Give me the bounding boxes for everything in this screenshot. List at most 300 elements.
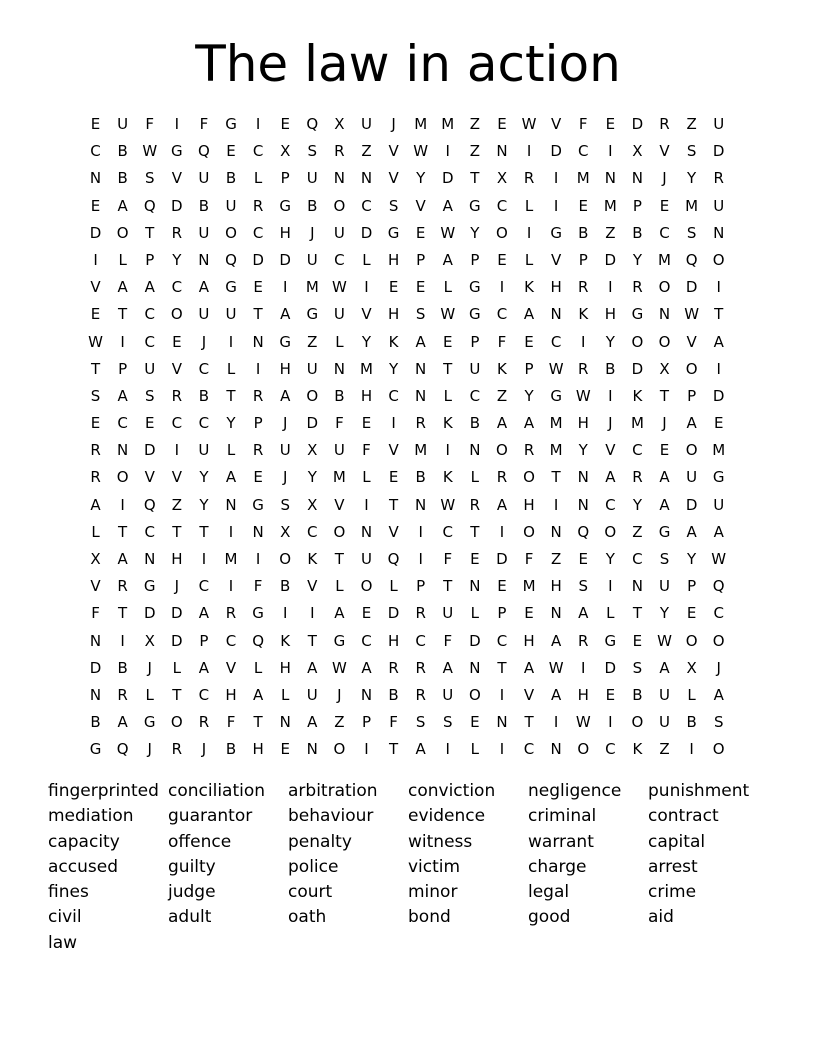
grid-letter: V (551, 115, 562, 133)
grid-letter: C (442, 522, 453, 541)
grid-letter: E (470, 713, 480, 732)
grid-letter: O (523, 468, 535, 487)
grid-letter: Y (578, 441, 588, 460)
grid-letter: E (713, 414, 724, 433)
grid-letter: Y (199, 468, 209, 487)
grid-letter: T (632, 604, 642, 623)
grid-letter: F (389, 713, 398, 732)
grid-letter: C (632, 441, 643, 460)
grid-letter: O (333, 196, 346, 215)
word-list-item: civil (48, 907, 82, 928)
grid-letter: V (307, 577, 318, 596)
grid-letter: C (605, 740, 616, 759)
grid-letter: D (171, 196, 183, 215)
grid-row (82, 546, 732, 573)
word-list-item: crime (648, 882, 697, 903)
grid-row (82, 628, 732, 655)
grid-letter: K (307, 550, 318, 568)
grid-letter: H (387, 631, 400, 650)
grid-letter: H (387, 305, 400, 324)
grid-letter: U (442, 685, 454, 704)
grid-letter: A (686, 414, 697, 433)
grid-letter: H (171, 550, 183, 568)
grid-letter: Z (659, 740, 670, 759)
grid-letter: P (145, 250, 155, 269)
grid-letter: U (360, 550, 372, 568)
grid-letter: C (144, 332, 155, 351)
grid-row (82, 655, 732, 682)
grid-letter: D (712, 142, 725, 161)
word-list-item: guilty (168, 856, 216, 877)
grid-letter: I (553, 713, 559, 732)
grid-letter: U (360, 115, 372, 133)
grid-letter: C (90, 142, 101, 161)
grid-letter: A (117, 550, 128, 568)
grid-letter: Q (577, 522, 590, 541)
grid-letter: A (117, 278, 128, 297)
grid-letter: L (91, 522, 100, 541)
grid-letter: S (578, 577, 588, 596)
grid-row (82, 464, 732, 491)
grid-letter: D (604, 658, 617, 677)
grid-letter: N (89, 685, 102, 704)
grid-letter: D (631, 359, 644, 378)
grid-letter: M (603, 196, 617, 215)
grid-letter: N (550, 305, 562, 324)
grid-letter: C (198, 577, 210, 596)
grid-letter: I (391, 414, 396, 433)
grid-letter: G (306, 305, 319, 324)
grid-letter: V (171, 359, 182, 378)
grid-letter: N (306, 740, 318, 759)
grid-letter: L (253, 658, 263, 677)
grid-letter: F (145, 115, 155, 133)
grid-letter: U (713, 115, 725, 133)
grid-letter: N (360, 685, 373, 704)
grid-letter: E (605, 685, 616, 704)
word-list-item: offence (168, 831, 232, 852)
grid-letter: C (496, 196, 508, 215)
grid-letter: R (523, 169, 535, 188)
grid-letter: N (252, 332, 264, 351)
grid-letter: T (334, 550, 344, 568)
grid-letter: Y (416, 169, 426, 188)
grid-letter: W (331, 658, 347, 677)
grid-letter: A (713, 685, 724, 704)
grid-letter: A (252, 685, 264, 704)
grid-letter: C (198, 414, 210, 433)
grid-letter: M (712, 441, 726, 460)
grid-letter: J (391, 115, 396, 133)
word-list-item: arbitration (288, 781, 378, 801)
grid-letter: I (553, 196, 559, 215)
grid-row (82, 573, 732, 600)
grid-letter: G (89, 740, 102, 759)
grid-letter: R (334, 142, 345, 161)
grid-letter: O (306, 386, 319, 405)
grid-letter: X (144, 631, 155, 650)
grid-letter: K (442, 468, 453, 487)
grid-letter: X (686, 658, 697, 677)
grid-letter: C (469, 386, 481, 405)
grid-letter: Q (685, 250, 698, 269)
grid-letter: M (360, 359, 373, 378)
grid-letter: T (253, 713, 263, 732)
grid-row (82, 247, 732, 274)
grid-letter: T (253, 305, 263, 324)
grid-letter: I (716, 359, 721, 378)
grid-letter: E (90, 196, 101, 215)
grid-letter: H (550, 278, 562, 297)
grid-letter: U (279, 441, 291, 460)
grid-letter: T (199, 522, 209, 541)
grid-letter: V (225, 658, 237, 677)
grid-letter: O (468, 685, 481, 704)
grid-letter: V (90, 278, 101, 297)
grid-letter: U (117, 115, 129, 133)
grid-letter: G (550, 386, 562, 405)
grid-letter: N (333, 169, 345, 188)
grid-letter: I (608, 278, 613, 297)
grid-letter: C (496, 631, 508, 650)
word-list-item: aid (648, 907, 674, 928)
grid-letter: P (361, 713, 371, 732)
grid-letter: I (526, 142, 532, 161)
grid-letter: L (226, 441, 236, 460)
word-list-item: penalty (288, 831, 352, 852)
grid-letter: I (282, 604, 288, 623)
grid-letter: O (631, 713, 644, 732)
grid-letter: D (89, 658, 102, 677)
grid-letter: Z (632, 522, 643, 541)
grid-letter: A (280, 386, 291, 405)
grid-letter: M (685, 196, 699, 215)
word-list-item: good (528, 907, 571, 928)
grid-letter: U (306, 169, 318, 188)
grid-letter: J (310, 223, 315, 242)
grid-letter: E (524, 604, 534, 623)
grid-letter: M (549, 441, 563, 460)
grid-letter: D (604, 250, 617, 269)
grid-letter: I (174, 115, 180, 133)
grid-letter: G (631, 305, 644, 324)
grid-letter: G (225, 115, 237, 133)
grid-letter: E (361, 414, 372, 433)
grid-letter: I (255, 550, 261, 568)
grid-letter: B (117, 658, 128, 677)
grid-letter: E (415, 278, 426, 297)
grid-letter: U (442, 604, 454, 623)
word-list-item: conviction (408, 781, 496, 801)
grid-letter: U (225, 196, 237, 215)
word-list (48, 779, 768, 956)
grid-letter: H (523, 631, 535, 650)
word-list-item: oath (288, 907, 327, 928)
grid-letter: T (497, 658, 507, 677)
page-title: The law in action (195, 35, 621, 93)
grid-letter: L (335, 332, 344, 351)
grid-letter: M (414, 441, 428, 460)
grid-letter: L (524, 250, 534, 269)
grid-letter: D (360, 223, 373, 242)
grid-letter: R (523, 441, 535, 460)
grid-letter: H (360, 386, 373, 405)
grid-letter: C (577, 142, 589, 161)
grid-row (82, 356, 732, 383)
word-list-item: guarantor (168, 806, 253, 827)
grid-letter: U (198, 305, 210, 324)
grid-row (82, 138, 732, 165)
grid-letter: U (659, 685, 670, 704)
grid-letter: N (658, 305, 671, 324)
grid-letter: I (608, 713, 613, 732)
grid-letter: C (225, 631, 237, 650)
grid-letter: M (522, 577, 536, 596)
grid-letter: O (496, 441, 508, 460)
grid-letter: N (360, 522, 373, 541)
grid-letter: E (632, 631, 643, 650)
grid-letter: D (685, 495, 698, 514)
grid-letter: Y (659, 604, 670, 623)
grid-letter: N (469, 577, 481, 596)
grid-letter: I (228, 577, 234, 596)
grid-letter: L (362, 468, 371, 487)
grid-letter: M (224, 550, 238, 568)
grid-letter: L (362, 250, 371, 269)
grid-letter: R (171, 740, 183, 759)
grid-letter: U (333, 441, 345, 460)
grid-letter: V (171, 169, 182, 188)
grid-letter: H (279, 359, 291, 378)
grid-letter: N (360, 169, 373, 188)
word-list-item: capital (648, 831, 706, 852)
word-list-item: arrest (648, 856, 698, 877)
grid-letter: N (550, 740, 562, 759)
grid-letter: U (469, 359, 481, 378)
grid-letter: O (631, 332, 644, 351)
grid-letter: Z (361, 142, 372, 161)
grid-letter: N (415, 495, 427, 514)
grid-letter: J (716, 658, 721, 677)
grid-letter: U (686, 468, 698, 487)
grid-letter: E (659, 196, 670, 215)
grid-letter: M (630, 414, 644, 433)
grid-letter: W (440, 495, 456, 514)
grid-letter: A (496, 414, 508, 433)
grid-letter: I (553, 495, 559, 514)
grid-letter: Y (605, 332, 615, 351)
grid-letter: I (499, 740, 505, 759)
grid-letter: C (171, 414, 183, 433)
grid-letter: N (577, 495, 589, 514)
grid-row (82, 274, 732, 301)
grid-letter: A (442, 196, 453, 215)
grid-letter: O (116, 468, 129, 487)
grid-letter: S (632, 658, 643, 677)
word-list-item: legal (528, 882, 570, 903)
grid-letter: I (608, 577, 613, 596)
grid-letter: I (499, 278, 505, 297)
grid-letter: X (90, 550, 101, 568)
grid-letter: R (632, 468, 643, 487)
grid-letter: P (118, 359, 128, 378)
grid-letter: I (364, 278, 369, 297)
grid-letter: I (255, 359, 261, 378)
grid-letter: T (470, 169, 480, 188)
grid-letter: F (443, 550, 453, 568)
grid-letter: I (526, 223, 532, 242)
word-list-item: capacity (48, 831, 120, 852)
grid-letter: D (712, 386, 725, 405)
grid-letter: P (687, 577, 697, 596)
grid-letter: B (117, 142, 128, 161)
grid-letter: L (253, 169, 263, 188)
grid-letter: J (201, 332, 207, 351)
grid-letter: T (90, 359, 101, 378)
grid-letter: E (90, 414, 101, 433)
grid-letter: A (605, 468, 616, 487)
grid-letter: A (198, 278, 210, 297)
grid-letter: W (88, 332, 103, 351)
grid-letter: F (199, 115, 209, 133)
grid-letter: R (415, 685, 426, 704)
grid-letter: A (496, 495, 508, 514)
grid-letter: E (578, 550, 588, 568)
grid-letter: D (550, 142, 562, 161)
grid-letter: I (499, 522, 505, 541)
grid-letter: R (198, 713, 210, 732)
grid-letter: I (120, 631, 125, 650)
grid-letter: N (225, 495, 237, 514)
grid-row (82, 410, 732, 437)
grid-letter: I (174, 441, 180, 460)
grid-letter: A (659, 468, 670, 487)
word-list-item: criminal (528, 806, 597, 827)
grid-letter: P (416, 577, 426, 596)
grid-letter: O (523, 522, 535, 541)
grid-letter: M (549, 414, 563, 433)
grid-letter: A (523, 414, 535, 433)
grid-letter: O (604, 522, 617, 541)
grid-letter: Y (470, 223, 480, 242)
grid-letter: G (387, 223, 400, 242)
grid-letter: Z (307, 332, 318, 351)
grid-letter: U (713, 196, 725, 215)
grid-letter: A (117, 386, 128, 405)
grid-letter: E (280, 740, 290, 759)
grid-letter: B (334, 386, 345, 405)
grid-letter: D (89, 223, 102, 242)
grid-letter: F (578, 115, 588, 133)
grid-letter: V (144, 468, 155, 487)
grid-letter: I (581, 332, 586, 351)
grid-letter: V (388, 441, 399, 460)
grid-letter: E (497, 115, 507, 133)
grid-letter: I (445, 740, 450, 759)
word-list-item: negligence (528, 781, 622, 801)
letter-grid (82, 111, 732, 764)
grid-letter: E (144, 414, 155, 433)
grid-letter: I (310, 604, 315, 623)
grid-letter: A (551, 685, 562, 704)
grid-letter: O (279, 550, 292, 568)
grid-letter: B (198, 386, 210, 405)
grid-letter: E (361, 604, 372, 623)
grid-letter: Q (143, 196, 156, 215)
grid-letter: I (120, 495, 125, 514)
grid-letter: U (306, 359, 318, 378)
grid-letter: Y (172, 250, 182, 269)
grid-letter: Y (632, 250, 642, 269)
grid-letter: D (143, 604, 156, 623)
grid-letter: I (228, 332, 234, 351)
grid-letter: P (199, 631, 209, 650)
grid-letter: L (524, 196, 534, 215)
grid-letter: G (171, 142, 183, 161)
grid-letter: L (145, 685, 154, 704)
grid-letter: C (361, 631, 372, 650)
grid-letter: T (172, 522, 182, 541)
grid-letter: H (577, 414, 589, 433)
grid-letter: G (252, 604, 264, 623)
grid-letter: V (605, 441, 616, 460)
grid-letter: G (469, 196, 481, 215)
grid-letter: C (388, 386, 399, 405)
grid-letter: H (523, 495, 535, 514)
grid-letter: D (496, 550, 508, 568)
grid-letter: K (388, 332, 399, 351)
grid-letter: R (171, 223, 183, 242)
grid-letter: Y (687, 550, 697, 568)
grid-letter: O (116, 223, 129, 242)
grid-letter: U (198, 223, 210, 242)
grid-letter: R (90, 468, 101, 487)
word-list-item: punishment (648, 781, 750, 801)
grid-letter: I (201, 550, 207, 568)
grid-letter: O (360, 577, 373, 596)
grid-letter: A (551, 631, 562, 650)
grid-letter: N (415, 386, 427, 405)
grid-letter: V (334, 495, 345, 514)
grid-letter: T (226, 386, 236, 405)
word-list-item: contract (648, 806, 719, 827)
grid-row (82, 709, 732, 736)
grid-letter: T (551, 468, 561, 487)
grid-letter: T (443, 577, 453, 596)
grid-letter: I (581, 658, 586, 677)
grid-letter: G (279, 332, 292, 351)
grid-letter: B (198, 196, 210, 215)
grid-letter: F (362, 441, 371, 460)
grid-row (82, 519, 732, 546)
grid-letter: H (604, 305, 616, 324)
grid-letter: R (171, 386, 183, 405)
grid-letter: W (440, 305, 456, 324)
grid-letter: M (441, 115, 455, 133)
grid-letter: E (578, 196, 588, 215)
grid-letter: P (470, 332, 480, 351)
word-list-item: judge (168, 882, 216, 903)
grid-letter: Y (199, 495, 209, 514)
grid-letter: S (443, 713, 453, 732)
grid-letter: O (658, 278, 671, 297)
grid-letter: P (253, 414, 263, 433)
grid-letter: Z (469, 142, 480, 161)
grid-row (82, 492, 732, 519)
grid-letter: A (225, 468, 237, 487)
word-list-item: police (288, 856, 339, 877)
grid-letter: V (388, 522, 399, 541)
